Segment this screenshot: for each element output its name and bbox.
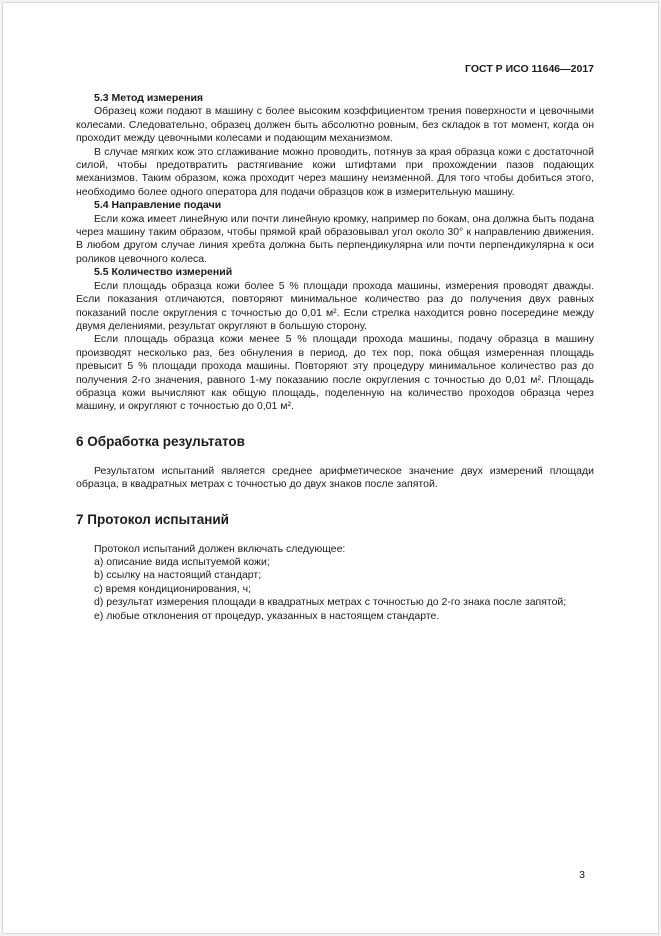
paragraph-5-3-2: В случае мягких кож это сглаживание можно проводить, потянув за края образца кожи с достаточной силой, чтобы предотвратить растягивание кожи штифтами при прохождении пазов подающих механизмов. Таким образом, кожа проходит через машину неизменной. Для того чтобы добиться этого, необходимо более одного оператора для подачи образцов кож в измерительную машину. xyxy=(76,145,594,198)
paragraph-6-1: Результатом испытаний является среднее арифметическое значение двух измерений площади образца, в квадратных метрах с точностью до двух знаков после запятой. xyxy=(76,464,594,491)
section-title-7: 7 Протокол испытаний xyxy=(76,511,229,527)
list-item-d: d) результат измерения площади в квадратных метрах с точностью до 2-го знака после запятой; xyxy=(94,596,567,609)
list-item-b: b) ссылку на настоящий стандарт; xyxy=(94,569,262,582)
page-content xyxy=(76,63,594,623)
protocol-items-list xyxy=(76,556,594,623)
paragraph-5-3-1: Образец кожи подают в машину с более высоким коэффициентом трения поверхности и цевочными колесами. Следовательно, образец должен быть абсолютно ровным, без складок в тот момент, когда он проходит между цевочными колесами и подающим механизмом. xyxy=(76,105,594,145)
subsection-title-5-3: 5.3 Метод измерения xyxy=(94,92,204,104)
paragraph-7-intro: Протокол испытаний должен включать следующее: xyxy=(94,542,346,555)
subsection-title-5-5: 5.5 Количество измерений xyxy=(94,266,233,279)
paragraph-5-5-2: Если площадь образца кожи менее 5 % площади прохода машины, подачу образца в машину производят несколько раз, без обнуления в период, до тех пор, пока общая измеренная площадь превысит 5 % площади прохода машины. Повторяют эту процедуру минимальное количество раз до получения 2-го значения, равного 1-му показанию после округления с точностью до 0,01 м². Площадь образца кожи вычисляют как общую площадь, поделенную на количество проходов образца через машину, и округляют с точностью до 0,01 м². xyxy=(76,333,594,413)
paragraph-5-4-1: Если кожа имеет линейную или почти линейную кромку, например по бокам, она должна быть подана через машину таким образом, чтобы прямой край образовывал угол около 30° к направлению движения. В любом другом случае линия хребта должна быть перпендикулярна или почти перпендикулярна к оси роликов цевочного колеса. xyxy=(76,212,594,265)
page-number: 3 xyxy=(579,869,585,881)
document-page xyxy=(2,2,659,934)
paragraph-5-5-1: Если площадь образца кожи более 5 % площади прохода машины, измерения проводят дважды. Если показания отличаются, повторяют минимальное количество раз до получения двух равных показаний после округления с точностью до 0,01 м². Если стрелка находится ровно посередине между двумя делениями, результат округляют в большую сторону. xyxy=(76,279,594,332)
list-item-a: a) описание вида испытуемой кожи; xyxy=(94,555,270,568)
section-title-6: 6 Обработка результатов xyxy=(76,433,245,449)
list-item-e: e) любые отклонения от процедур, указанных в настоящем стандарте. xyxy=(94,609,440,622)
subsection-title-5-4: 5.4 Направление подачи xyxy=(94,199,222,212)
document-code-header: ГОСТ Р ИСО 11646—2017 xyxy=(465,63,594,75)
list-item-c: c) время кондиционирования, ч; xyxy=(94,582,252,595)
